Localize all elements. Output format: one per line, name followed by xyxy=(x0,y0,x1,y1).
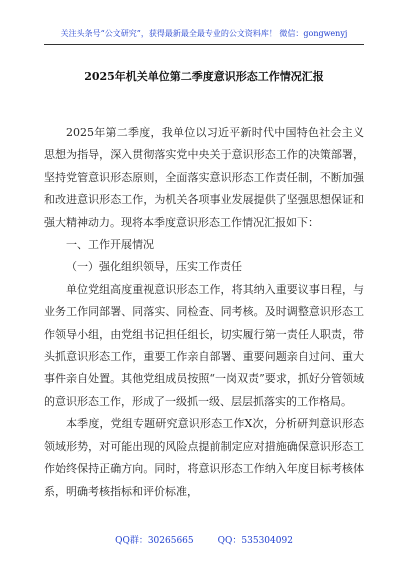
header-banner: 关注头条号“公文研究”，获得最新最全最专业的公文资料库！ 微信：gongwenyj xyxy=(60,29,348,38)
intro-paragraph: 2025年第二季度，我单位以习近平新时代中国特色社会主义思想为指导，深入贯彻落实党中央关于意识形态工作的决策部署，坚持党管意识形态原则，全面落实意识形态工作责任制，不断加强和改进意识形态工作，为机关各项事业发展提供了坚强思想保证和强大精神动力。现将本季度意识形态工作情况汇报如下： xyxy=(44,126,364,229)
footer-qq-group: QQ群：30265665 xyxy=(115,536,194,546)
footer-contacts xyxy=(0,535,408,547)
section-heading: 一、工作开展情况 xyxy=(66,238,154,252)
body-paragraph: 本季度，党组专题研究意识形态工作X次，分析研判意识形态领域形势，对可能出现的风险点提前制定应对措施确保意识形态工作始终保持正确方向。同时，将意识形态工作纳入年度目标考核体系，明确考核指标和评价标准， xyxy=(44,417,364,498)
header-divider xyxy=(44,44,364,45)
body-paragraph: 单位党组高度重视意识形态工作，将其纳入重要议事日程，与业务工作同部署、同落实、同检查、同考核。及时调整意识形态工作领导小组，由党组书记担任组长，切实履行第一责任人职责，带头抓意识形态工作，重要工作亲自部署、重要问题亲自过问、重大事件亲自处置。其他党组成员按照“一岗双责”要求，抓好分管领域的意识形态工作，形成了一级抓一级、层层抓落实的工作格局。 xyxy=(44,282,364,408)
document-title: 2025年机关单位第二季度意识形态工作情况汇报 xyxy=(84,70,324,83)
subsection-heading: （一）强化组织领导，压实工作责任 xyxy=(66,260,242,274)
footer-qq: QQ：535304092 xyxy=(217,536,293,546)
document-body xyxy=(44,122,364,503)
